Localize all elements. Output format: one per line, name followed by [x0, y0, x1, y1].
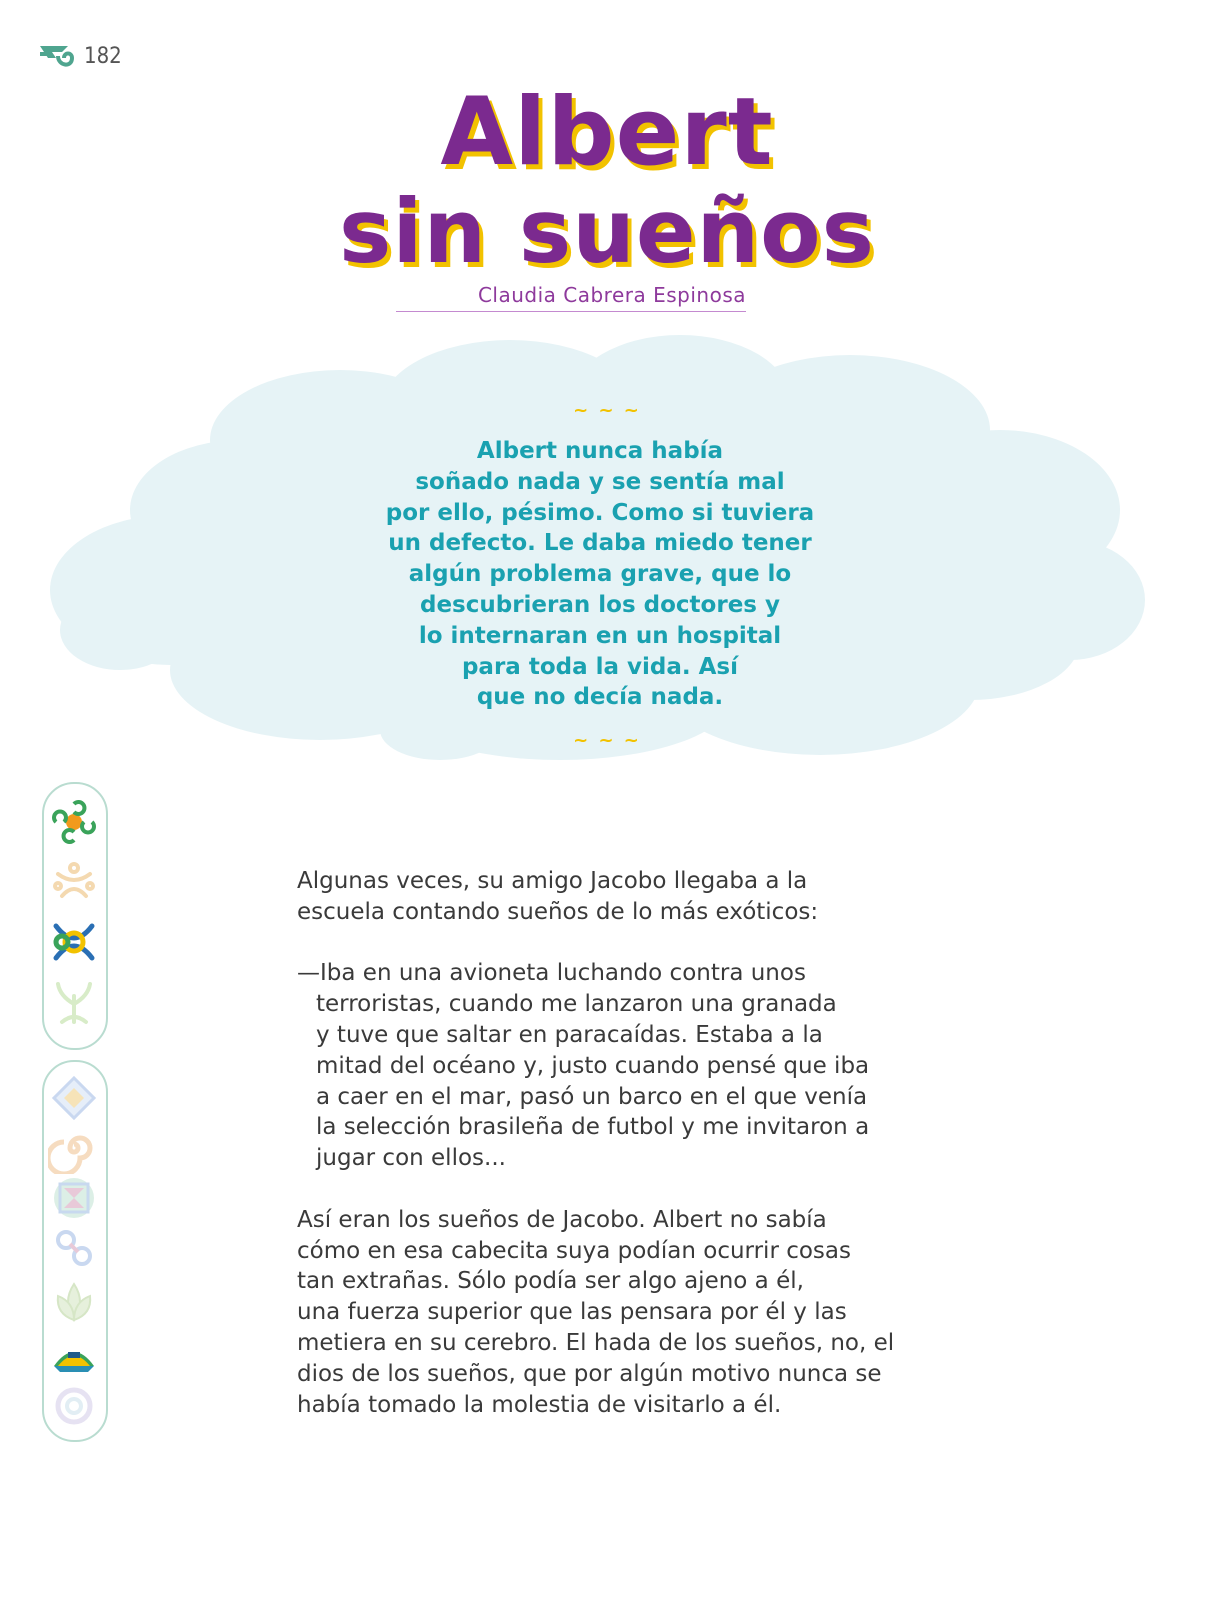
quote-line: lo internaran en un hospital — [418, 622, 782, 649]
circle-knot-icon[interactable] — [48, 1380, 100, 1432]
story-title-line-2: sin sueños — [338, 180, 876, 283]
dialogue-line: a caer en el mar, pasó un barco en el que venía — [316, 1083, 868, 1110]
story-title-line-1: Albert — [440, 78, 774, 187]
spiral-icon[interactable] — [48, 1122, 100, 1174]
body-line: tan extrañas. Sólo podía ser algo ajeno a él, — [297, 1268, 804, 1295]
cloud-quote — [350, 436, 850, 713]
dialogue-line: la selección brasileña de futbol y me invitaron a — [316, 1114, 870, 1141]
quote-line: soñado nada y se sentía mal — [415, 468, 785, 495]
story-body — [297, 866, 937, 1420]
dialogue-line: mitad del océano y, justo cuando pensé que iba — [316, 1052, 870, 1079]
dialogue-line: terroristas, cuando me lanzaron una granada — [316, 991, 837, 1018]
paragraph-gap — [297, 1174, 937, 1205]
lotus-icon[interactable] — [48, 1276, 100, 1328]
quote-line: un defecto. Le daba miedo tener — [388, 530, 812, 557]
dialogue-line: jugar con ellos... — [316, 1145, 506, 1172]
ornament-top: ~ ~ ~ — [573, 400, 641, 421]
page-ornament-icon — [38, 42, 78, 76]
dialogue-line: y tuve que saltar en paracaídas. Estaba a la — [316, 1021, 823, 1048]
page-number-area — [38, 42, 138, 78]
plant-figure-icon[interactable] — [48, 976, 100, 1028]
paragraph-gap — [297, 928, 937, 959]
body-line: había tomado la molestia de visitarlo a él. — [297, 1391, 782, 1418]
linked-arcs-icon[interactable] — [48, 916, 100, 968]
quote-line: Albert nunca había — [476, 438, 724, 464]
ornament-bottom: ~ ~ ~ — [573, 730, 641, 751]
diamond-icon[interactable] — [48, 1072, 100, 1124]
body-line: escuela contando sueños de lo más exóticos: — [297, 898, 819, 925]
body-line: dios de los sueños, que por algún motivo nunca se — [297, 1360, 882, 1387]
page-number: 182 — [84, 44, 122, 69]
dancing-figures-icon[interactable] — [48, 856, 100, 908]
body-line: una fuerza superior que las pensara por él y las — [297, 1299, 847, 1326]
chain-icon[interactable] — [48, 1222, 100, 1274]
dialogue-line: —Iba en una avioneta luchando contra unos — [297, 960, 806, 987]
quote-line: para toda la vida. Así — [461, 653, 739, 680]
author-name: Claudia Cabrera Espinosa — [396, 283, 746, 312]
quote-line: algún problema grave, que lo — [408, 561, 792, 588]
quote-line: por ello, pésimo. Como si tuviera — [385, 499, 815, 526]
body-line: Así eran los sueños de Jacobo. Albert no sabía — [297, 1206, 827, 1233]
body-line: cómo en esa cabecita suya podían ocurrir cosas — [297, 1237, 851, 1264]
body-line: metiera en su cerebro. El hada de los sueños, no, el — [297, 1329, 895, 1356]
hourglass-square-icon[interactable] — [48, 1172, 100, 1224]
body-line: Algunas veces, su amigo Jacobo llegaba a la — [297, 868, 808, 894]
quote-line: que no decía nada. — [476, 684, 724, 711]
fan-icon[interactable] — [48, 1332, 100, 1384]
quote-line: descubrieran los doctores y — [419, 591, 780, 618]
flower-icon[interactable] — [48, 796, 100, 848]
